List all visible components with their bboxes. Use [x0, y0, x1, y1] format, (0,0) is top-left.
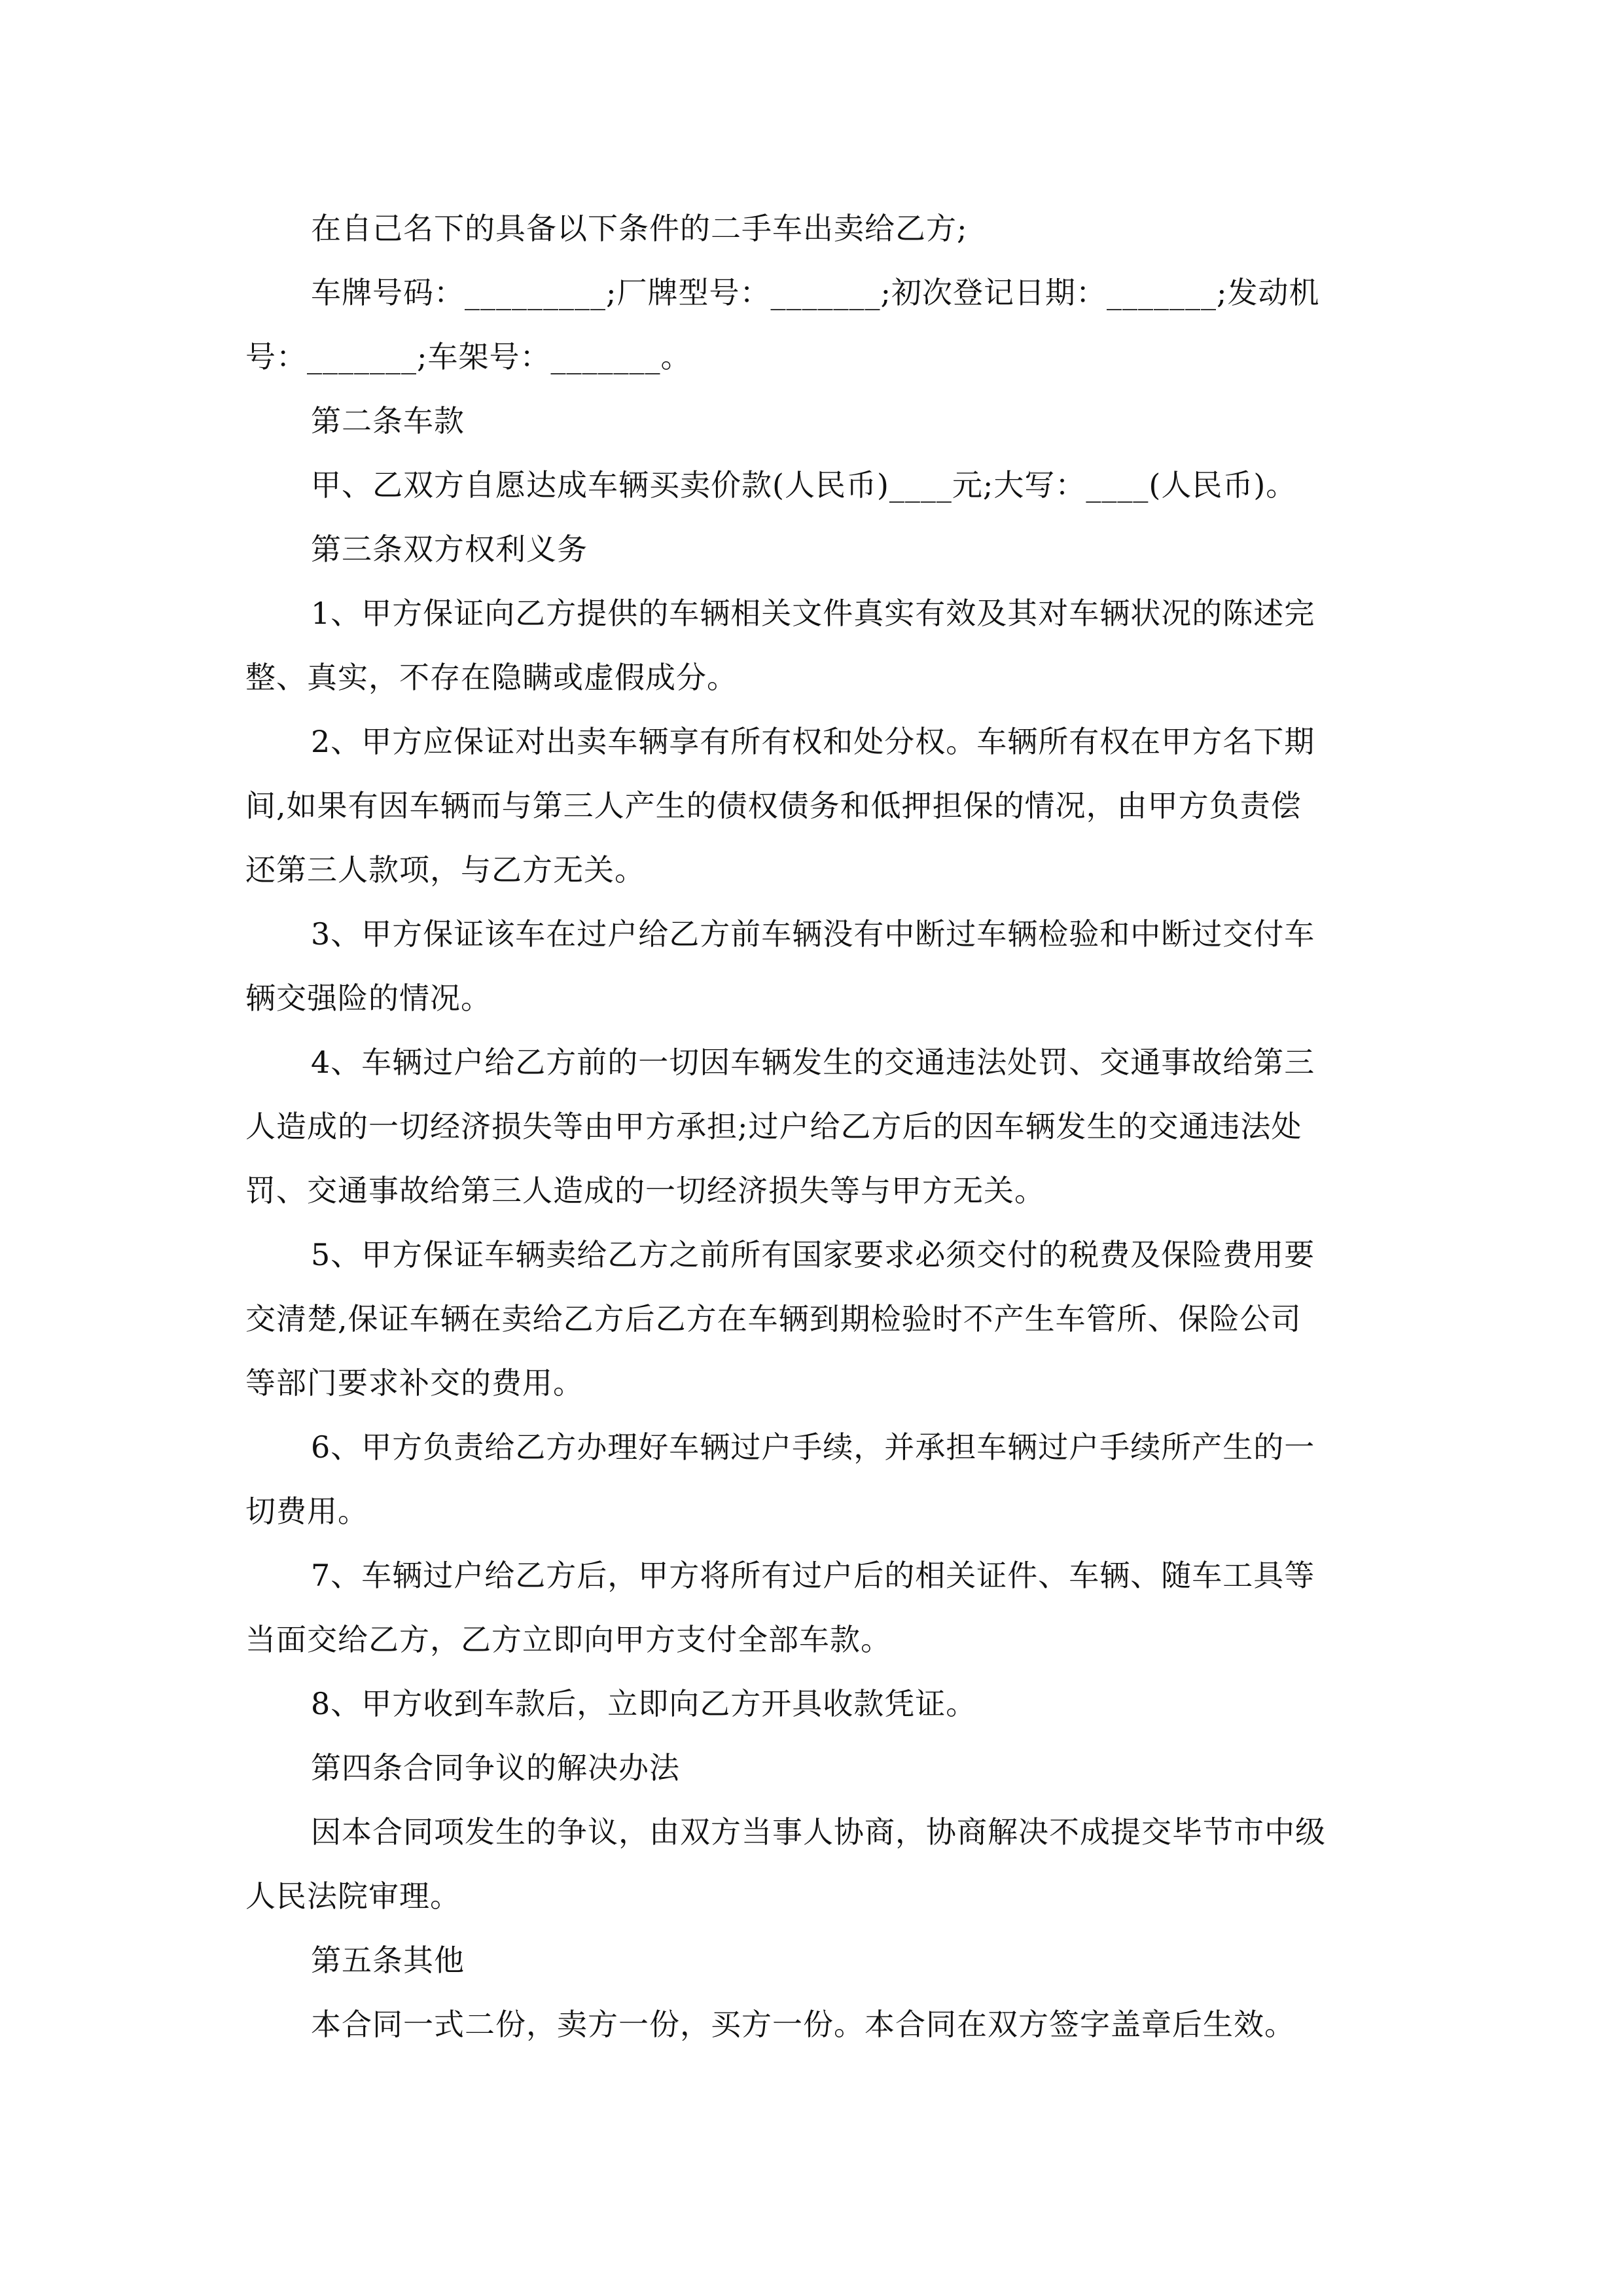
section-heading: 第二条车款 [311, 403, 465, 439]
text-line: 人造成的一切经济损失等由甲方承担;过户给乙方后的因车辆发生的交通违法处 [245, 1109, 1302, 1144]
text-line: 还第三人款项，与乙方无关。 [245, 852, 645, 888]
text-line: 在自己名下的具备以下条件的二手车出卖给乙方; [311, 211, 968, 246]
text-line: 3、甲方保证该车在过户给乙方前车辆没有中断过车辆检验和中断过交付车 [311, 916, 1315, 952]
text-line: 辆交强险的情况。 [245, 980, 491, 1016]
text-line: 甲、乙双方自愿达成车辆买卖价款(人民币)____元;大写：____(人民币)。 [311, 467, 1297, 503]
text-line: 6、甲方负责给乙方办理好车辆过户手续，并承担车辆过户手续所产生的一 [311, 1429, 1315, 1465]
text-line: 罚、交通事故给第三人造成的一切经济损失等与甲方无关。 [245, 1173, 1045, 1208]
text-line: 号：_______;车架号：_______。 [245, 339, 692, 374]
text-line: 4、车辆过户给乙方前的一切因车辆发生的交通违法处罚、交通事故给第三 [311, 1045, 1315, 1080]
text-line: 车牌号码：_________;厂牌型号：_______;初次登记日期：_______;发动机 [311, 275, 1320, 310]
text-line: 8、甲方收到车款后，立即向乙方开具收款凭证。 [311, 1686, 977, 1721]
text-line: 5、甲方保证车辆卖给乙方之前所有国家要求必须交付的税费及保险费用要 [311, 1237, 1315, 1272]
text-line: 切费用。 [245, 1494, 368, 1529]
text-line: 间,如果有因车辆而与第三人产生的债权债务和低押担保的情况，由甲方负责偿 [245, 788, 1302, 823]
text-line: 人民法院审理。 [245, 1878, 461, 1914]
text-line: 1、甲方保证向乙方提供的车辆相关文件真实有效及其对车辆状况的陈述完 [311, 596, 1315, 631]
text-line: 本合同一式二份，卖方一份，买方一份。本合同在双方签字盖章后生效。 [311, 2007, 1295, 2042]
text-line: 当面交给乙方，乙方立即向甲方支付全部车款。 [245, 1622, 891, 1657]
text-line: 交清楚,保证车辆在卖给乙方后乙方在车辆到期检验时不产生车管所、保险公司 [245, 1301, 1302, 1336]
text-line: 因本合同项发生的争议，由双方当事人协商，协商解决不成提交毕节市中级 [311, 1814, 1326, 1850]
section-heading: 第五条其他 [311, 1943, 465, 1978]
section-heading: 第三条双方权利义务 [311, 531, 588, 567]
text-line: 整、真实，不存在隐瞒或虚假成分。 [245, 660, 738, 695]
document-page [245, 196, 1378, 2056]
text-line: 7、车辆过户给乙方后，甲方将所有过户后的相关证件、车辆、随车工具等 [311, 1558, 1315, 1593]
text-line: 2、甲方应保证对出卖车辆享有所有权和处分权。车辆所有权在甲方名下期 [311, 724, 1315, 759]
section-heading: 第四条合同争议的解决办法 [311, 1750, 680, 1785]
text-line: 等部门要求补交的费用。 [245, 1365, 584, 1401]
